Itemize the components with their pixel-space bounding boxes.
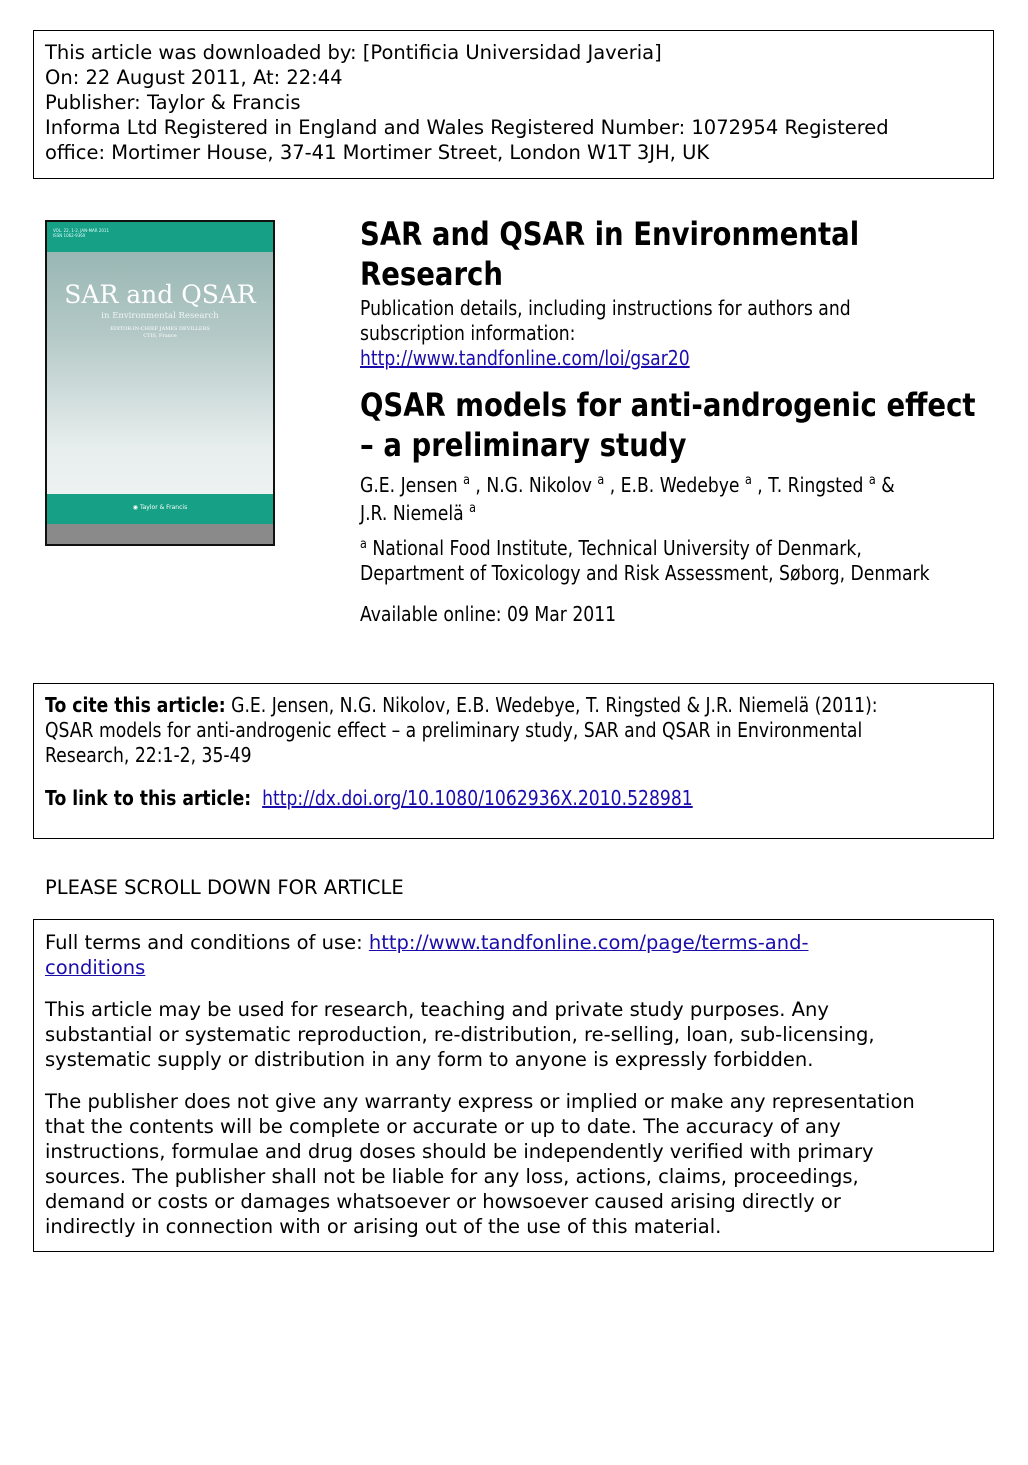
author: G.E. Jensen	[360, 473, 458, 497]
link-label: To link to this article:	[45, 786, 252, 810]
author-list: G.E. Jensen $^a$ , N.G. Nikolov $^a$ , E.B. Wedebye $^a$ , T. Ringsted $^a$ & J.R. Niemelä $^a$	[360, 473, 895, 525]
publisher-logo: ◉ Taylor & Francis	[132, 504, 188, 511]
journal-url-link[interactable]: http://www.tandfonline.com/loi/gsar20	[360, 346, 690, 370]
journal-cover-image	[45, 220, 275, 546]
citation-box	[33, 683, 994, 839]
office-line: office: Mortimer House, 37-41 Mortimer Street, London W1T 3JH, UK	[45, 141, 710, 164]
cover-header-text: VOL. 22, 1-2, JAN-MAR 2011 ISSN 1062-936X	[53, 228, 109, 238]
author: T. Ringsted	[768, 473, 864, 497]
publication-details: Publication details, including instructions for authors and subscription information: http://www.tandfonline.com/loi/gsar20	[360, 296, 851, 370]
scroll-note: PLEASE SCROLL DOWN FOR ARTICLE	[45, 876, 404, 899]
disclaimer-paragraph: The publisher does not give any warranty express or implied or make any representation that the contents will be complete or accurate or up to date. The accuracy of any instructions, formulae and drug doses should be independently verified with primary sources. The publisher shall not be liable for any loss, actions, claims, proceedings, demand or costs or damages whatsoever or howsoever caused arising directly or indirectly in connection with or arising out of the use of this material.	[45, 1090, 915, 1238]
article-link-line	[45, 786, 693, 811]
doi-link[interactable]: http://dx.doi.org/10.1080/1062936X.2010.528981	[262, 786, 693, 810]
terms-box	[33, 919, 994, 1252]
terms-link[interactable]: http://www.tandfonline.com/page/terms-and-	[368, 931, 809, 954]
affiliation: $^a$ National Food Institute, Technical University of Denmark, Department of Toxicology and Risk Assessment, Søborg, Denmark	[360, 536, 930, 585]
registration-line: Informa Ltd Registered in England and Wales Registered Number: 1072954 Registered	[45, 116, 889, 139]
author: N.G. Nikolov	[486, 473, 592, 497]
cover-title: SAR and QSAR	[64, 280, 256, 309]
citation-label: To cite this article:	[45, 693, 226, 717]
citation-text: To cite this article: G.E. Jensen, N.G. Nikolov, E.B. Wedebye, T. Ringsted & J.R. Niemelä (2011): QSAR models for anti-androgenic effect – a preliminary study, SAR and QSAR in Environmental Research, 22:1-2, 35-49	[45, 693, 878, 767]
cover-spine-band	[47, 524, 273, 546]
available-online-date: Available online: 09 Mar 2011	[360, 602, 617, 626]
usage-paragraph: This article may be used for research, teaching and private study purposes. Any substantial or systematic reproduction, re-distribution, re-selling, loan, sub-licensing, systematic supply or distribution in any form to anyone is expressly forbidden.	[45, 998, 875, 1071]
cover-subtitle: in Environmental Research	[101, 311, 219, 321]
terms-line: Full terms and conditions of use: http://www.tandfonline.com/page/terms-and- conditions	[45, 931, 809, 979]
journal-title: SAR and QSAR in Environmental Research	[360, 215, 860, 293]
terms-link-continued[interactable]: conditions	[45, 956, 146, 979]
author: J.R. Niemelä	[360, 501, 464, 525]
download-notice-box	[33, 30, 994, 179]
cover-editor: EDITOR-IN-CHIEF JAMES DEVILLERS CTIS, France	[110, 326, 210, 339]
article-title: QSAR models for anti-androgenic effect – a preliminary study	[360, 386, 976, 464]
cover-top-band	[47, 222, 273, 252]
cover-bottom-band	[47, 494, 273, 524]
download-date-line: On: 22 August 2011, At: 22:44	[45, 66, 343, 89]
publisher-line: Publisher: Taylor & Francis	[45, 91, 301, 114]
download-line: This article was downloaded by: [Pontificia Universidad Javeria]	[45, 41, 662, 64]
author: E.B. Wedebye	[620, 473, 740, 497]
